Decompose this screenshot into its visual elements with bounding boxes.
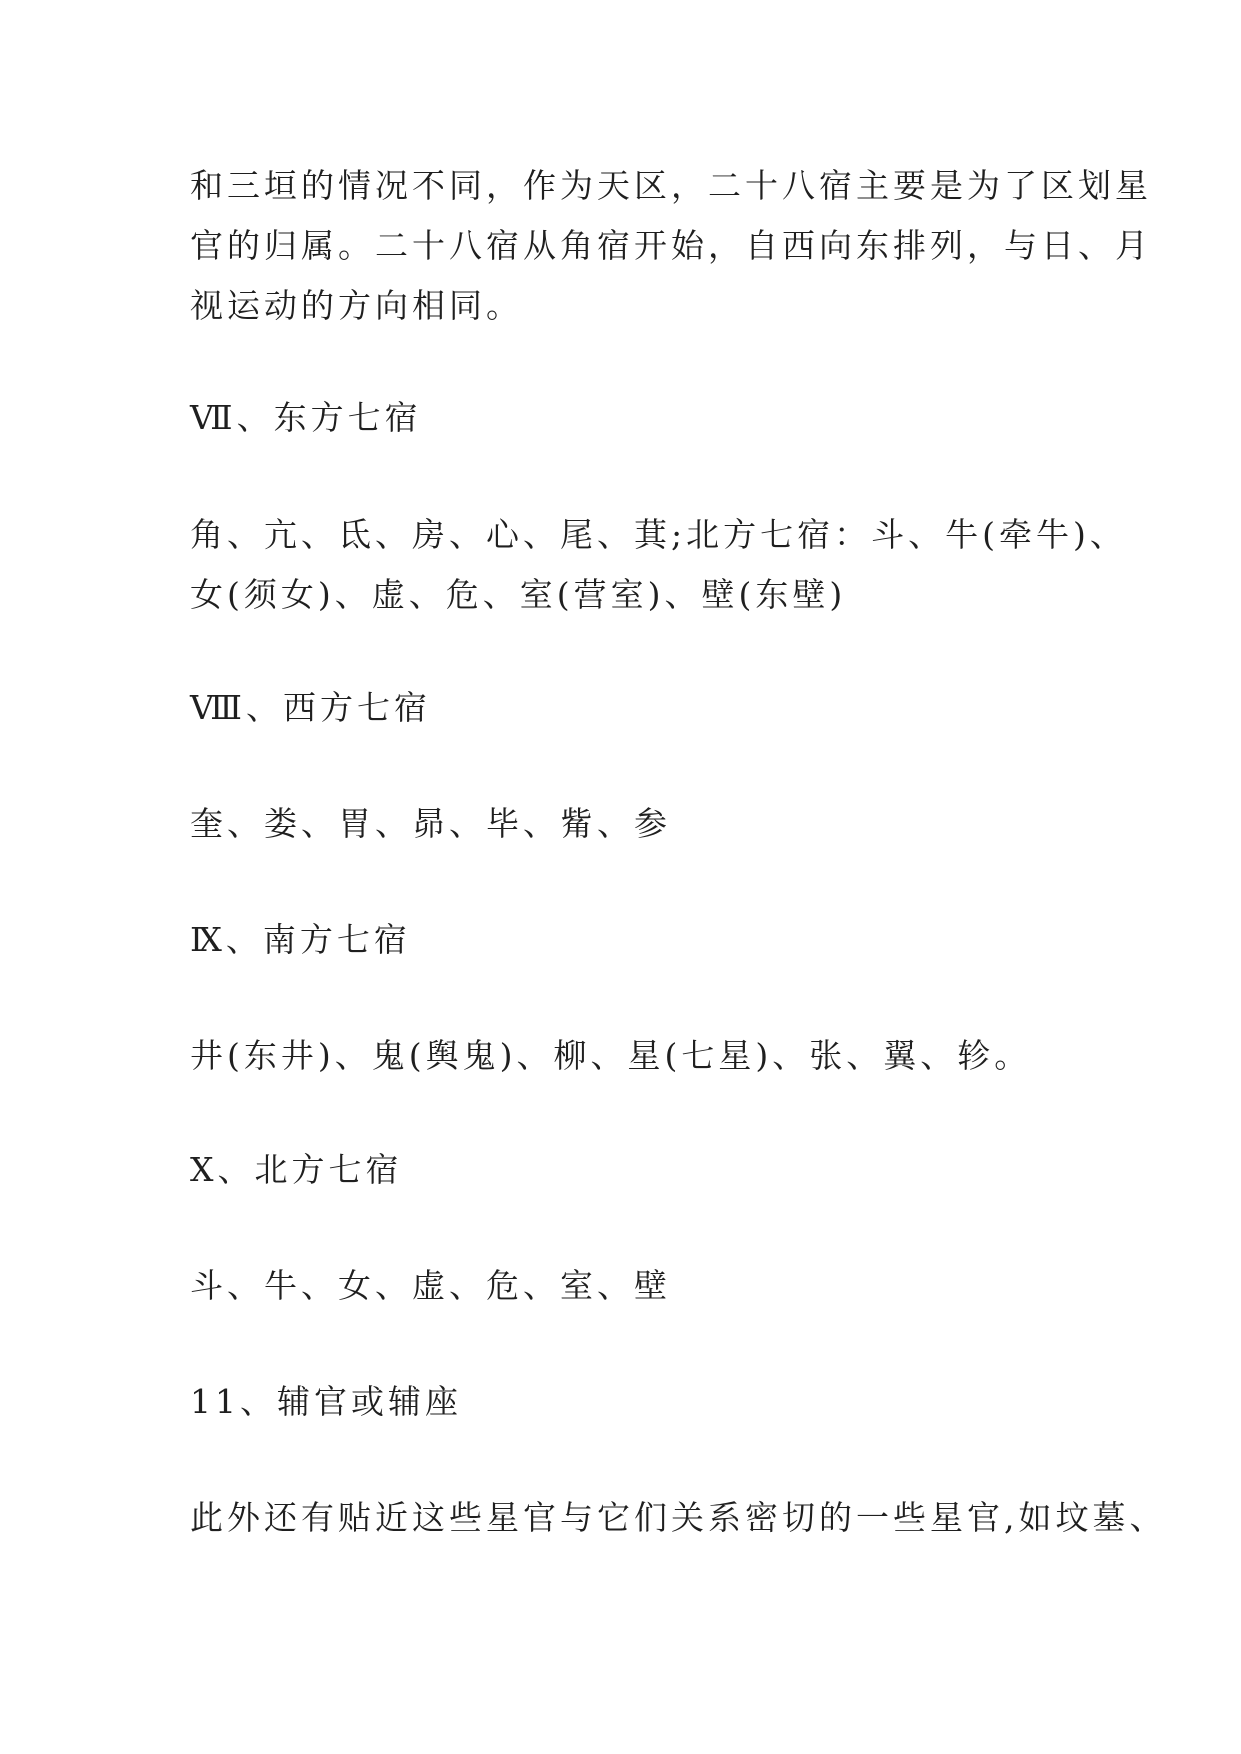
paragraph-1-line-1: 和三垣的情况不同，作为天区，二十八宿主要是为了区划星 xyxy=(190,166,1152,205)
paragraph-3: 奎、娄、胃、昴、毕、觜、参 xyxy=(190,804,671,843)
paragraph-5: 斗、牛、女、虚、危、室、壁 xyxy=(190,1266,671,1305)
section-heading-ix: Ⅸ、南方七宿 xyxy=(190,920,411,959)
section-heading-11: 11、辅官或辅座 xyxy=(190,1382,462,1421)
paragraph-1-line-3: 视运动的方向相同。 xyxy=(190,286,523,325)
paragraph-6: 此外还有贴近这些星官与它们关系密切的一些星官,如坟墓、 xyxy=(190,1498,1167,1537)
paragraph-4: 井(东井)、鬼(舆鬼)、柳、星(七星)、张、翼、轸。 xyxy=(190,1036,1032,1075)
section-heading-x: Ⅹ、北方七宿 xyxy=(190,1150,403,1189)
section-heading-vii: Ⅶ、东方七宿 xyxy=(190,398,422,437)
paragraph-2-line-2: 女(须女)、虚、危、室(营室)、壁(东壁) xyxy=(190,575,847,614)
paragraph-2-line-1: 角、亢、氐、房、心、尾、萁;北方七宿：斗、牛(牵牛)、 xyxy=(190,515,1127,554)
paragraph-1-line-2: 官的归属。二十八宿从角宿开始，自西向东排列，与日、月 xyxy=(190,226,1152,265)
section-heading-viii: Ⅷ、西方七宿 xyxy=(190,688,431,727)
